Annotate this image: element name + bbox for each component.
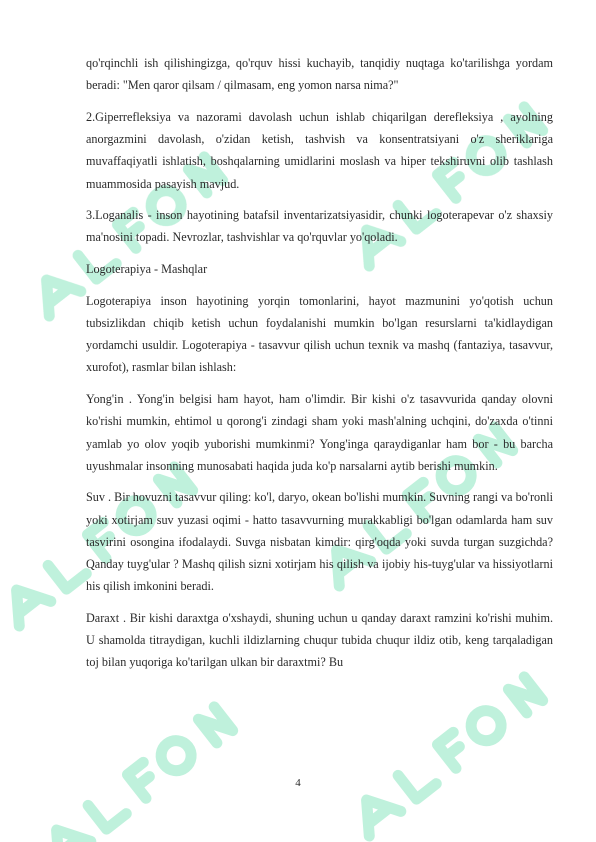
paragraph-water: Suv . Bir hovuzni tasavvur qiling: ko'l, daryo, okean bo'lishi mumkin. Suvning rangi va bo'ronli yoki xotirjam suv yuzasi oqimi - hatto tasavvurning murakkabligi bo'lgan odamlarda ham suv tasvirini osongina ifodalaydi. Suvga nisbatan kimdir: qirg'oqda yoki suvda turgan suzgichda? Qanday tuyg'ular ? Mashq qilish sizni xotirjam his qilish va ijobiy his-tuyg'ular va hissiyotlarni his qilish imkonini beradi. <box>86 490 553 594</box>
paragraph-logotherapy-method: Logoterapiya inson hayotining yorqin tomonlarini, hayot mazmunini yo'qotish uchun tubsizlikdan chiqib ketish uchun foydalanishi mumkin bo'lgan resurslarni ta'kidlaydigan yordamchi usuldir. Logoterapiya - tasavvur qilish uchun texnik va mashq (fantaziya, tasavvur, xurofot), rasmlar bilan ishlash: <box>86 293 553 375</box>
paragraph-dereflection: 2.Giperrefleksiya va nazorami davolash uchun ishlab chiqarilgan derefleksiya , ayolning anorgazmini davolash, o'zidan ketish, tashvish va konsentratsiyani o'z sheriklariga muvaffaqiyatli ishlatish, boshqalarning umidlarini moslash va hiper tekshiruvni olib tashlash muammosida pasayish mavjud. <box>86 109 553 191</box>
paragraph-loganalysis: 3.Loganalis - inson hayotining batafsil inventarizatsiyasidir, chunki logoterapevar o'z shaxsiy ma'nosini topadi. Nevrozlar, tashvishlar va qo'rquvlar yo'qoladi. <box>86 208 553 245</box>
watermark-stroke <box>351 788 401 836</box>
watermark-mark <box>41 707 233 842</box>
paragraph-fire: Yong'in . Yong'in belgisi ham hayot, ham o'limdir. Bir kishi o'z tasavvurida qanday olovni ko'rishi mumkin, ehtimol u qorong'i zindagi sham yoki mash'alning uchqini, do'zaxda o'tinni yamlab yo olov yoqib yuborishi mumkinmi? Yong'inga qaraydiganlar ham bor - bu barcha uyushmalar insonning munosabati haqida juda ko'p narsalarni aytib berishi mumkin. <box>86 392 553 473</box>
watermark-stroke <box>31 268 81 316</box>
watermark-mark <box>351 677 543 836</box>
watermark-stroke <box>41 818 91 842</box>
section-heading-exercises: Logoterapiya - Mashqlar <box>86 262 208 277</box>
watermark-stroke <box>155 735 197 777</box>
watermark-stroke <box>48 550 86 589</box>
paragraph-intro-continuation: qo'rqinchli ish qilishingizga, qo'rquv hissi kuchayib, tanqidiy nuqtaga ko'tarilishga yordam beradi: "Men qaror qilsam / qilmasam, eng yomon narsa nima?" <box>86 56 553 93</box>
watermark-stroke <box>198 707 232 743</box>
watermark-stroke <box>465 705 507 747</box>
watermark-stroke <box>437 732 471 768</box>
watermark-stroke <box>1 578 51 626</box>
watermark-stroke <box>88 790 126 829</box>
document-body <box>86 52 553 683</box>
paragraph-tree: Daraxt . Bir kishi daraxtga o'xshaydi, shuning uchun u qanday daraxt ramzini ko'rishi muhim. U shamolda titraydigan, kuchli ildizlarning chuqur tubida chuqur ildiz otib, keng tarqaladigan toj bilan yuqoriga ko'tarilgan ulkan bir daraxtmi? Bu <box>86 610 553 670</box>
page-number: 4 <box>295 777 301 789</box>
